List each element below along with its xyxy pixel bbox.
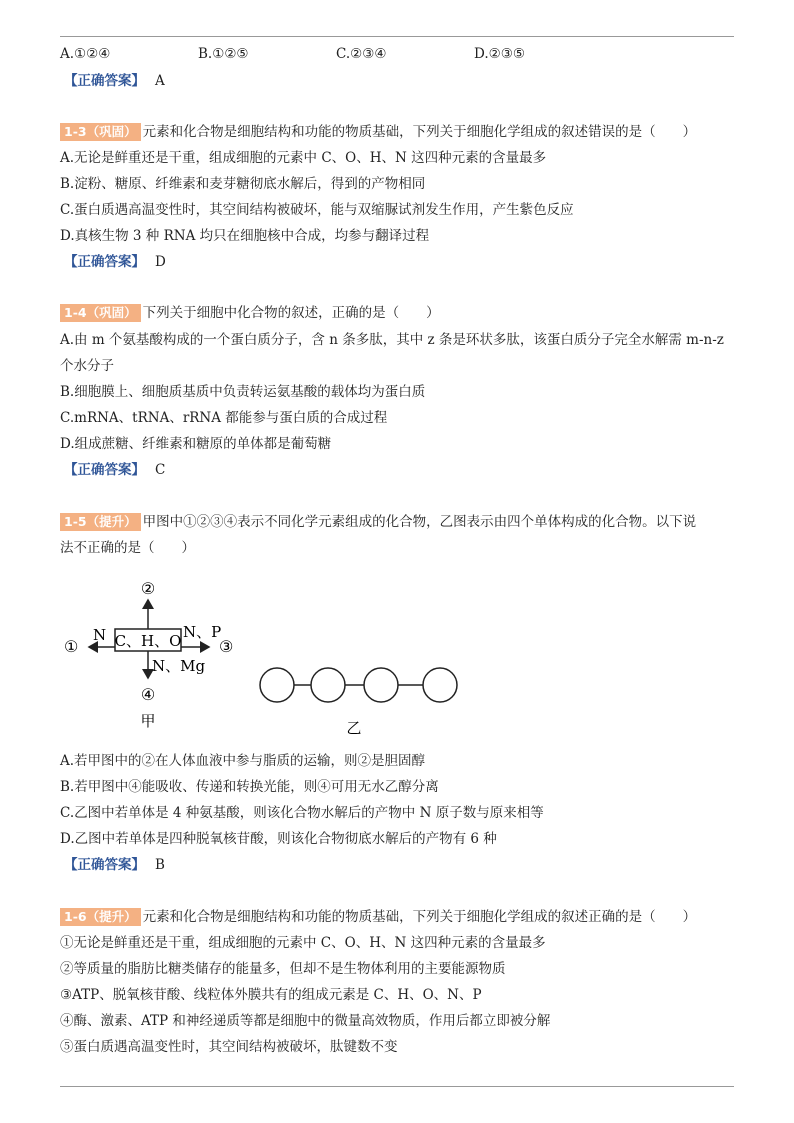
compound-4-label: ④ [140, 685, 156, 704]
answer-label: 【正确答案】 [64, 857, 145, 873]
answer-row [64, 72, 165, 90]
answer-row [64, 461, 165, 479]
compound-2-label: ② [140, 579, 156, 598]
statement-item: ⑤蛋白质遇高温变性时，其空间结构被破坏，肽键数不变 [60, 1039, 398, 1055]
option-a: A.由 m 个氨基酸构成的一个蛋白质分子，含 n 条多肽，其中 z 条是环状多肽，该蛋白质分子完全水解需 m-n-z [60, 332, 724, 348]
answer-value: C [155, 462, 166, 478]
question-text: 甲图中①②③④表示不同化学元素组成的化合物，乙图表示由四个单体构成的化合物。以下说 [142, 514, 697, 530]
option-c: C.②③④ [336, 46, 387, 62]
prev-question-options [60, 45, 734, 63]
diagram-jia-label: 甲 [140, 712, 156, 730]
header-rule [60, 36, 734, 37]
answer-label: 【正确答案】 [64, 462, 145, 478]
option-b: B.细胞膜上、细胞质基质中负责转运氨基酸的载体均为蛋白质 [60, 384, 426, 400]
option-b: B.若甲图中④能吸收、传递和转换光能，则④可用无水乙醇分离 [60, 779, 439, 795]
center-label: C、H、O [114, 632, 182, 650]
statement-item: ②等质量的脂肪比糖类储存的能量多，但却不是生物体利用的主要能源物质 [60, 961, 506, 977]
answer-row [64, 856, 165, 874]
option-b: B.①②⑤ [198, 46, 249, 62]
option-c: C.乙图中若单体是 4 种氨基酸，则该化合物水解后的产物中 N 原子数与原来相等 [60, 805, 544, 821]
answer-value: D [155, 254, 166, 270]
answer-row [64, 253, 166, 271]
option-d: D.②③⑤ [474, 46, 525, 62]
option-a: A.无论是鲜重还是干重，组成细胞的元素中 C、O、H、N 这四种元素的含量最多 [60, 150, 547, 166]
option-d: D.真核生物 3 种 RNA 均只在细胞核中合成，均参与翻译过程 [60, 228, 430, 244]
statement-item: ①无论是鲜重还是干重，组成细胞的元素中 C、O、H、N 这四种元素的含量最多 [60, 935, 546, 951]
arrow-left-label: N [93, 626, 107, 644]
question-tag: 1-4（巩固） [60, 304, 141, 322]
monomer-circle [311, 668, 345, 702]
diagram-yi-label: 乙 [346, 719, 362, 737]
monomer-circle [364, 668, 398, 702]
question-tag: 1-5（提升） [60, 513, 141, 531]
arrow-right-label: N、P [183, 623, 222, 641]
option-d: D.组成蔗糖、纤维素和糖原的单体都是葡萄糖 [60, 436, 332, 452]
question-stem [60, 908, 696, 926]
question-text: 元素和化合物是细胞结构和功能的物质基础，下列关于细胞化学组成的叙述错误的是（ ） [142, 124, 697, 140]
statement-item: ③ATP、脱氧核苷酸、线粒体外膜共有的组成元素是 C、H、O、N、P [60, 987, 482, 1003]
option-d: D.乙图中若单体是四种脱氧核苷酸，则该化合物彻底水解后的产物有 6 种 [60, 831, 497, 847]
compound-1-label: ① [64, 637, 79, 656]
answer-value: B [155, 857, 165, 873]
question-text: 元素和化合物是细胞结构和功能的物质基础，下列关于细胞化学组成的叙述正确的是（ ） [142, 909, 697, 925]
compound-3-label: ③ [219, 637, 234, 656]
question-stem [60, 513, 696, 531]
diagram-jia [64, 579, 233, 730]
answer-value: A [155, 73, 165, 89]
arrow-down-label: N、Mg [152, 657, 206, 675]
element-compound-diagram [55, 570, 495, 750]
option-a: A.①②④ [60, 46, 111, 62]
question-text-continued: 法不正确的是（ ） [60, 540, 195, 556]
question-stem [60, 304, 440, 322]
footer-rule [60, 1086, 734, 1087]
question-text: 下列关于细胞中化合物的叙述，正确的是（ ） [142, 305, 440, 321]
option-a-continued: 个水分子 [60, 358, 114, 374]
monomer-circle [260, 668, 294, 702]
answer-label: 【正确答案】 [64, 254, 145, 270]
question-tag: 1-3（巩固） [60, 123, 141, 141]
monomer-circle [423, 668, 457, 702]
statement-item: ④酶、激素、ATP 和神经递质等都是细胞中的微量高效物质，作用后都立即被分解 [60, 1013, 551, 1029]
option-c: C.蛋白质遇高温变性时，其空间结构被破坏，能与双缩脲试剂发生作用，产生紫色反应 [60, 202, 574, 218]
answer-label: 【正确答案】 [64, 73, 145, 89]
option-c: C.mRNA、tRNA、rRNA 都能参与蛋白质的合成过程 [60, 410, 388, 426]
option-b: B.淀粉、糖原、纤维素和麦芽糖彻底水解后，得到的产物相同 [60, 176, 426, 192]
option-a: A.若甲图中的②在人体血液中参与脂质的运输，则②是胆固醇 [60, 753, 426, 769]
question-tag: 1-6（提升） [60, 908, 141, 926]
diagram-yi [260, 668, 457, 737]
question-stem [60, 123, 696, 141]
